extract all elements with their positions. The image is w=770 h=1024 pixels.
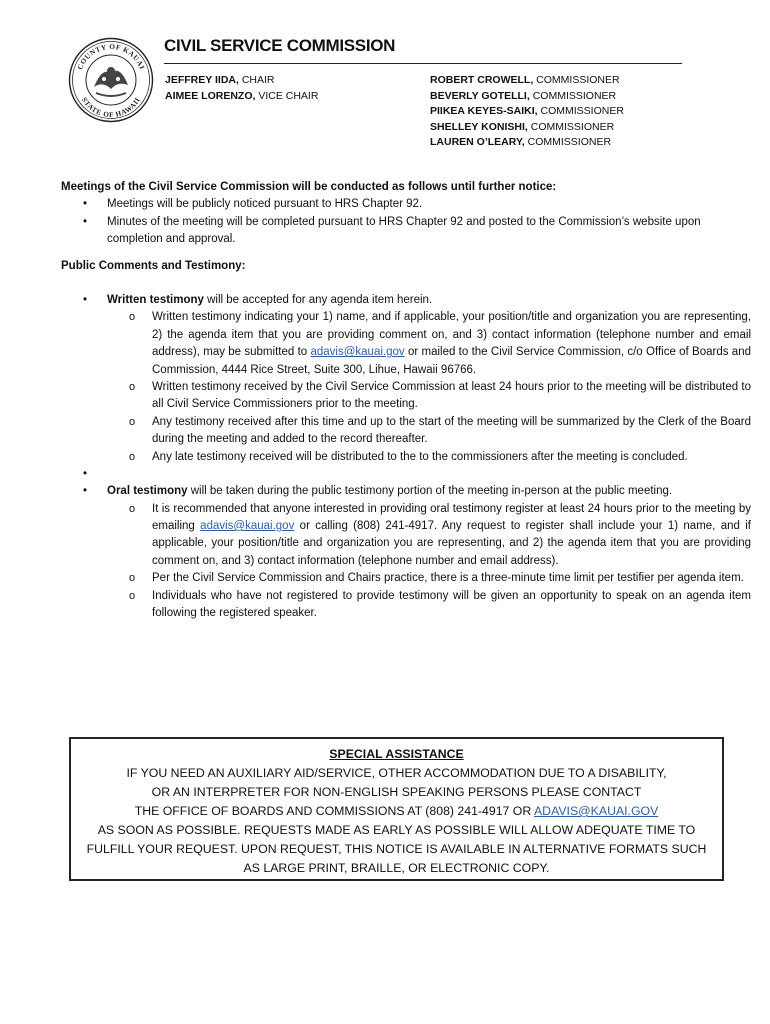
oral-testimony-label: Oral testimony: [107, 485, 188, 498]
member-line: SHELLEY KONISHI, COMMISSIONER: [430, 120, 615, 133]
list-item: o Written testimony received by the Civil Service Commission at least 24 hours prior to the meeting will be distributed to all Civil Service Commissioners prior to the meeting.: [107, 379, 751, 414]
email-link[interactable]: adavis@kauai.gov: [310, 346, 405, 359]
notice-line: IF YOU NEED AN AUXILIARY AID/SERVICE, OTHER ACCOMMODATION DUE TO A DISABILITY,: [126, 766, 667, 780]
written-testimony-label: Written testimony: [107, 294, 204, 307]
email-link[interactable]: ADAVIS@KAUAI.GOV: [533, 804, 659, 818]
notice-line: OR AN INTERPRETER FOR NON-ENGLISH SPEAKING PERSONS PLEASE CONTACT: [151, 785, 642, 799]
title-divider: [164, 63, 682, 64]
commissioner-list: [430, 73, 624, 151]
list-item: o Individuals who have not registered to provide testimony will be given an opportunity to speak on an agenda item following the registered speaker.: [107, 588, 751, 623]
oral-testimony-item: • Oral testimony will be taken during the public testimony portion of the meeting in-person at the public meeting. o It is recommended that anyone interested in providing oral testimony register at least 24 hours prior to the meeting by emailing adavis@kauai.gov or calling (808) 241-4917. Any request to register shall include your 1) name, and if applicable, your position/title and organization you are representing, and 2) the agenda item that you are providing comment on, and 3) contact information (telephone number and email address). o Per the Civil Service Commission and Chairs practice, there is a three-minute time limit per testifier per agenda item. o Individuals who have not registered to provide testimony will be given an opportunity to speak on an agenda item following the registered speaker.: [61, 483, 751, 622]
special-assistance-box: [69, 737, 724, 881]
written-testimony-item: • Written testimony will be accepted for any agenda item herein. o Written testimony indicating your 1) name, and if applicable, your position/title and organization you are representing, 2) the agenda item that you are providing comment on, and 3) contact information (telephone number and email address), may be submitted to adavis@kauai.gov or mailed to the Civil Service Commission, c/o Office of Boards and Commission, 4444 Rice Street, Suite 300, Lihue, Hawaii 96766. o Written testimony received by the Civil Service Commission at least 24 hours prior to the meeting will be distributed to all Civil Service Commissioners prior to the meeting. o Any testimony received after this time and up to the start of the meeting will be summarized by the Clerk of the Board during the meeting and added to the record thereafter. o Any late testimony received will be distributed to the to the commissioners after the meeting is concluded.: [61, 292, 751, 466]
list-item: o Any late testimony received will be distributed to the to the commissioners after the meeting is concluded.: [107, 449, 751, 466]
email-link[interactable]: adavis@kauai.gov: [200, 519, 295, 532]
oral-testimony-details: [107, 501, 751, 623]
member-line: ROBERT CROWELL, COMMISSIONER: [430, 74, 620, 86]
public-comments-heading: Public Comments and Testimony:: [61, 259, 246, 272]
notice-line: FULFILL YOUR REQUEST. UPON REQUEST, THIS NOTICE IS AVAILABLE IN ALTERNATIVE FORMATS SUCH: [86, 842, 707, 856]
svg-text:STATE OF HAWAII: STATE OF HAWAII: [79, 96, 143, 120]
notice-line: THE OFFICE OF BOARDS AND COMMISSIONS AT (808) 241-4917 OR ADAVIS@KAUAI.GOV: [134, 804, 659, 818]
meetings-list: [61, 196, 751, 248]
written-testimony-details: [107, 309, 751, 466]
list-item: • Meetings will be publicly noticed pursuant to HRS Chapter 92.: [61, 196, 751, 213]
notice-line: AS SOON AS POSSIBLE. REQUESTS MADE AS EARLY AS POSSIBLE WILL ALLOW ADEQUATE TIME TO: [97, 823, 696, 837]
list-item: • Minutes of the meeting will be completed pursuant to HRS Chapter 92 and posted to the Commission’s website upon completion and approval.: [61, 214, 751, 249]
member-line: PIIKEA KEYES-SAIKI, COMMISSIONER: [430, 105, 624, 117]
chair-list: [165, 73, 318, 104]
member-line: BEVERLY GOTELLI, COMMISSIONER: [430, 89, 617, 102]
page-title: CIVIL SERVICE COMMISSION: [164, 36, 396, 55]
member-line: LAUREN O’LEARY, COMMISSIONER: [430, 136, 612, 148]
list-item: o Written testimony indicating your 1) name, and if applicable, your position/title and organization you are representing, 2) the agenda item that you are providing comment on, and 3) contact information (telephone number and email address), may be submitted to adavis@kauai.gov or mailed to the Civil Service Commission, c/o Office of Boards and Commission, 4444 Rice Street, Suite 300, Lihue, Hawaii 96766.: [107, 309, 751, 379]
svg-text:COUNTY OF KAUAI: COUNTY OF KAUAI: [75, 42, 147, 71]
special-assistance-title: SPECIAL ASSISTANCE: [329, 747, 464, 761]
meetings-heading: Meetings of the Civil Service Commission will be conducted as follows until further notice:: [61, 181, 557, 193]
testimony-list: [61, 292, 751, 622]
list-item: o It is recommended that anyone interested in providing oral testimony register at least 24 hours prior to the meeting by emailing adavis@kauai.gov or calling (808) 241-4917. Any request to register shall include your 1) name, and if applicable, your position/title and organization you are representing, and 2) the agenda item that you are providing comment on, and 3) contact information (telephone number and email address).: [107, 501, 751, 571]
notice-body: [61, 179, 751, 622]
county-seal-icon: [68, 37, 154, 123]
member-line: JEFFREY IIDA, CHAIR: [165, 74, 275, 86]
list-item: o Any testimony received after this time and up to the start of the meeting will be summarized by the Clerk of the Board during the meeting and added to the record thereafter.: [107, 414, 751, 449]
list-item: o Per the Civil Service Commission and Chairs practice, there is a three-minute time limit per testifier per agenda item.: [107, 570, 751, 587]
member-line: AIMEE LORENZO, VICE CHAIR: [165, 89, 319, 102]
notice-line: AS LARGE PRINT, BRAILLE, OR ELECTRONIC COPY.: [243, 861, 550, 875]
